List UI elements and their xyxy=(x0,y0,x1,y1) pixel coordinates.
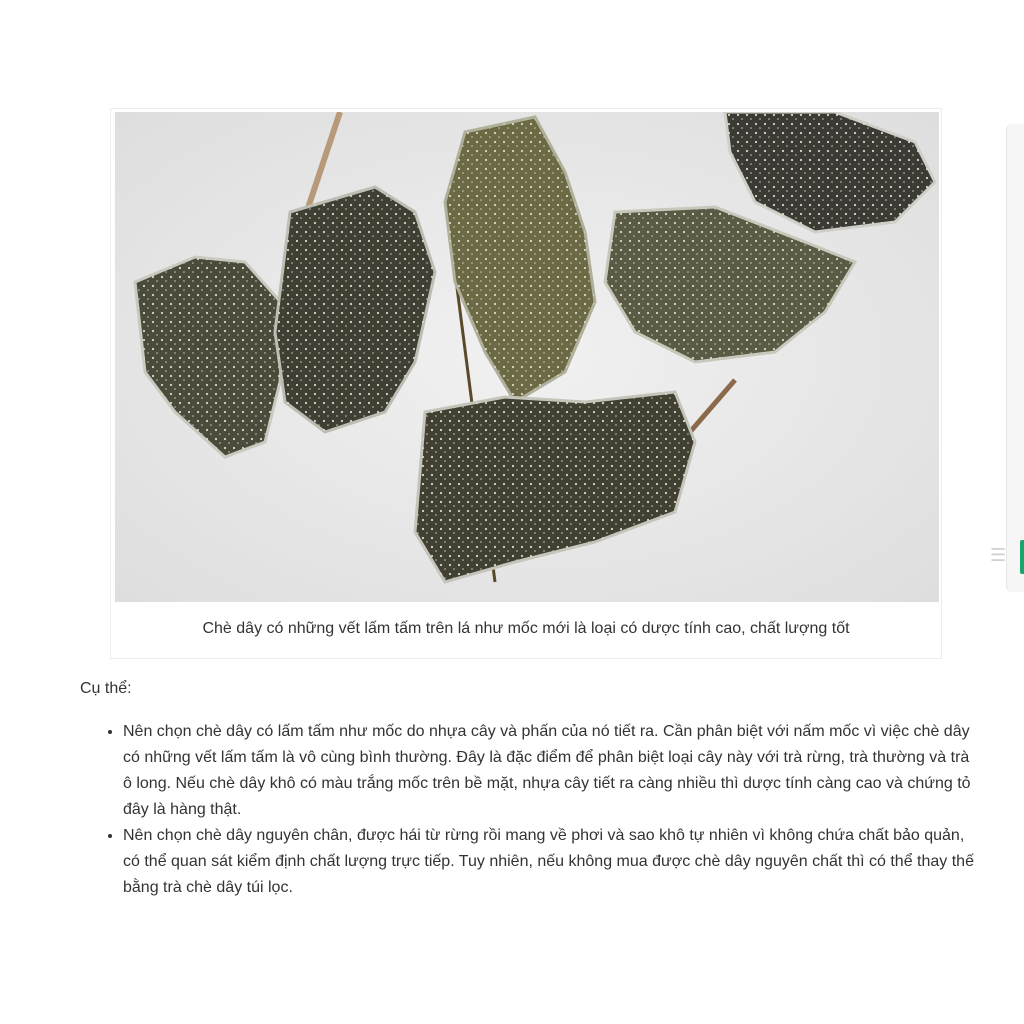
side-accent-tab[interactable] xyxy=(1020,540,1024,574)
list-item: • Nên chọn chè dây nguyên chân, được hái từ rừng rồi mang về phơi và sao khô tự nhiên vì không chứa chất bảo quản, có thể quan sát kiểm định chất lượng trực tiếp. Tuy nhiên, nếu không mua được chè dây nguyên chất thì có thể thay thế bằng trà chè dây túi lọc. xyxy=(123,823,980,901)
tips-list xyxy=(80,719,980,901)
intro-text: Cụ thể: xyxy=(80,680,132,697)
figure-caption: Chè dây có những vết lấm tấm trên lá như mốc mới là loại có dược tính cao, chất lượng tốt xyxy=(202,620,850,637)
tea-leaves-photo xyxy=(115,112,939,602)
side-panel xyxy=(1006,124,1024,592)
list-item: • Nên chọn chè dây có lấm tấm như mốc do nhựa cây và phấn của nó tiết ra. Cần phân biệt với nấm mốc vì việc chè dây có những vết lấm tấm là vô cùng bình thường. Đây là đặc điểm để phân biệt loại cây này với trà rừng, trà thường và trà ô long. Nếu chè dây khô có màu trắng mốc trên bề mặt, nhựa cây tiết ra càng nhiều thì dược tính càng cao và chứng tỏ đây là hàng thật. xyxy=(123,719,980,823)
article-figure xyxy=(110,108,942,659)
list-icon[interactable]: ☰ xyxy=(990,545,1007,565)
